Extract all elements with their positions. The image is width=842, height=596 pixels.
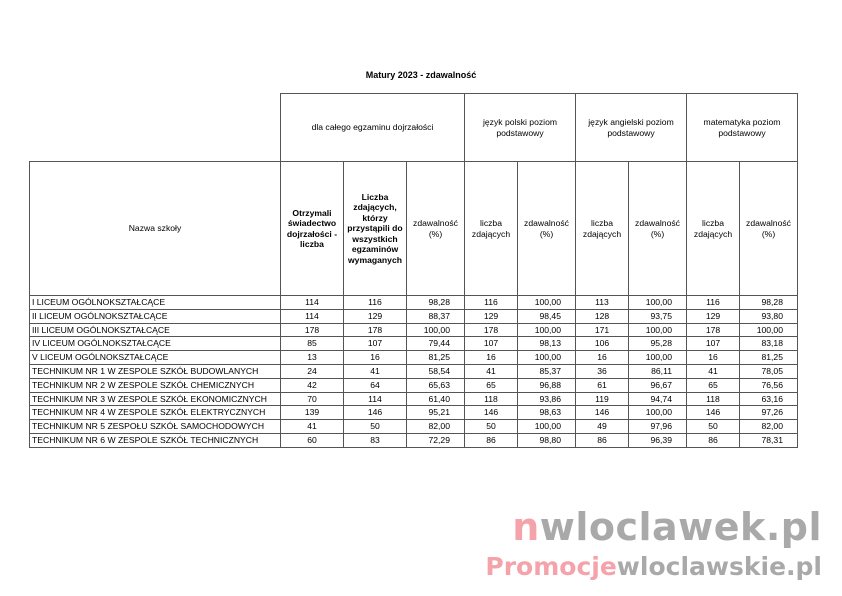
school-name-cell: II LICEUM OGÓLNOKSZTAŁCĄCE [30,309,281,323]
math-rate-cell: 76,56 [740,378,798,392]
header-passing-all: Liczba zdających, którzy przystąpili do wszystkich egzaminów wymaganych [344,162,407,296]
table-row [30,406,798,420]
math-rate-cell: 93,80 [740,309,798,323]
math-count-cell: 116 [687,296,740,310]
school-name-cell: TECHNIKUM NR 3 W ZESPOLE SZKÓŁ EKONOMICZNYCH [30,392,281,406]
total-cell: 64 [344,378,407,392]
english-count-cell: 119 [576,392,629,406]
math-rate-cell: 81,25 [740,351,798,365]
english-count-cell: 49 [576,420,629,434]
math-count-cell: 86 [687,433,740,447]
certificates-cell: 41 [281,420,344,434]
header-count-english: liczba zdających [576,162,629,296]
polish-rate-cell: 98,45 [518,309,576,323]
polish-count-cell: 86 [465,433,518,447]
polish-rate-cell: 100,00 [518,351,576,365]
english-rate-cell: 97,96 [629,420,687,434]
certificates-cell: 114 [281,296,344,310]
header-school-name: Nazwa szkoły [30,162,281,296]
english-rate-cell: 100,00 [629,296,687,310]
school-name-cell: TECHNIKUM NR 1 W ZESPOLE SZKÓŁ BUDOWLANYCH [30,364,281,378]
certificates-cell: 85 [281,337,344,351]
header-group-polish: język polski poziom podstawowy [465,94,576,162]
math-count-cell: 65 [687,378,740,392]
table-row [30,337,798,351]
certificates-cell: 178 [281,323,344,337]
header-count-math: liczba zdających [687,162,740,296]
header-pass-rate-all: zdawalność (%) [407,162,465,296]
total-cell: 114 [344,392,407,406]
pass-rate-cell: 65,63 [407,378,465,392]
table-body [30,296,798,448]
table-row [30,309,798,323]
header-blank [30,94,281,162]
certificates-cell: 13 [281,351,344,365]
school-name-cell: I LICEUM OGÓLNOKSZTAŁCĄCE [30,296,281,310]
school-name-cell: IV LICEUM OGÓLNOKSZTAŁCĄCE [30,337,281,351]
table-row [30,351,798,365]
english-count-cell: 128 [576,309,629,323]
pass-rate-cell: 88,37 [407,309,465,323]
certificates-cell: 60 [281,433,344,447]
table-row [30,323,798,337]
results-table [29,93,798,448]
total-cell: 41 [344,364,407,378]
certificates-cell: 114 [281,309,344,323]
certificates-cell: 139 [281,406,344,420]
header-certificates: Otrzymali świadectwo dojrzałości - liczba [281,162,344,296]
pass-rate-cell: 72,29 [407,433,465,447]
header-group-all: dla całego egzaminu dojrzałości [281,94,465,162]
pass-rate-cell: 100,00 [407,323,465,337]
pass-rate-cell: 95,21 [407,406,465,420]
header-rate-english: zdawalność (%) [629,162,687,296]
math-count-cell: 178 [687,323,740,337]
english-rate-cell: 95,28 [629,337,687,351]
table-row [30,420,798,434]
watermark-promocje: Promocjewloclawskie.pl [485,552,822,581]
polish-rate-cell: 96,88 [518,378,576,392]
math-count-cell: 118 [687,392,740,406]
polish-rate-cell: 100,00 [518,420,576,434]
header-rate-polish: zdawalność (%) [518,162,576,296]
school-name-cell: TECHNIKUM NR 4 W ZESPOLE SZKÓŁ ELEKTRYCZNYCH [30,406,281,420]
math-count-cell: 107 [687,337,740,351]
total-cell: 16 [344,351,407,365]
english-count-cell: 61 [576,378,629,392]
polish-count-cell: 118 [465,392,518,406]
math-rate-cell: 97,26 [740,406,798,420]
school-name-cell: V LICEUM OGÓLNOKSZTAŁCĄCE [30,351,281,365]
math-count-cell: 129 [687,309,740,323]
header-rate-math: zdawalność (%) [740,162,798,296]
pass-rate-cell: 61,40 [407,392,465,406]
english-count-cell: 106 [576,337,629,351]
school-name-cell: TECHNIKUM NR 2 W ZESPOLE SZKÓŁ CHEMICZNYCH [30,378,281,392]
page-title: Matury 2023 - zdawalność [365,70,477,80]
total-cell: 129 [344,309,407,323]
header-group-math: matematyka poziom podstawowy [687,94,798,162]
math-rate-cell: 83,18 [740,337,798,351]
pass-rate-cell: 58,54 [407,364,465,378]
table-row [30,433,798,447]
english-count-cell: 16 [576,351,629,365]
table-row [30,378,798,392]
certificates-cell: 42 [281,378,344,392]
total-cell: 116 [344,296,407,310]
english-rate-cell: 100,00 [629,323,687,337]
english-rate-cell: 100,00 [629,406,687,420]
table-row [30,296,798,310]
english-count-cell: 113 [576,296,629,310]
polish-count-cell: 16 [465,351,518,365]
school-name-cell: III LICEUM OGÓLNOKSZTAŁCĄCE [30,323,281,337]
math-count-cell: 41 [687,364,740,378]
school-name-cell: TECHNIKUM NR 6 W ZESPOLE SZKÓŁ TECHNICZNYCH [30,433,281,447]
pass-rate-cell: 79,44 [407,337,465,351]
polish-rate-cell: 93,86 [518,392,576,406]
math-rate-cell: 98,28 [740,296,798,310]
total-cell: 107 [344,337,407,351]
polish-count-cell: 146 [465,406,518,420]
english-rate-cell: 86,11 [629,364,687,378]
pass-rate-cell: 98,28 [407,296,465,310]
math-count-cell: 16 [687,351,740,365]
header-group-english: język angielski poziom podstawowy [576,94,687,162]
watermark-nwloclawek: nwloclawek.pl [512,505,822,549]
school-name-cell: TECHNIKUM NR 5 ZESPOŁU SZKÓŁ SAMOCHODOWYCH [30,420,281,434]
english-rate-cell: 96,67 [629,378,687,392]
header-count-polish: liczba zdających [465,162,518,296]
certificates-cell: 24 [281,364,344,378]
math-count-cell: 146 [687,406,740,420]
table-row [30,364,798,378]
polish-rate-cell: 100,00 [518,323,576,337]
polish-count-cell: 41 [465,364,518,378]
certificates-cell: 70 [281,392,344,406]
math-rate-cell: 82,00 [740,420,798,434]
polish-count-cell: 129 [465,309,518,323]
english-rate-cell: 100,00 [629,351,687,365]
polish-count-cell: 178 [465,323,518,337]
pass-rate-cell: 82,00 [407,420,465,434]
math-rate-cell: 63,16 [740,392,798,406]
polish-rate-cell: 98,63 [518,406,576,420]
english-count-cell: 171 [576,323,629,337]
polish-rate-cell: 85,37 [518,364,576,378]
english-count-cell: 36 [576,364,629,378]
polish-rate-cell: 100,00 [518,296,576,310]
polish-count-cell: 50 [465,420,518,434]
math-count-cell: 50 [687,420,740,434]
math-rate-cell: 100,00 [740,323,798,337]
english-count-cell: 86 [576,433,629,447]
total-cell: 83 [344,433,407,447]
total-cell: 146 [344,406,407,420]
english-rate-cell: 96,39 [629,433,687,447]
english-rate-cell: 93,75 [629,309,687,323]
math-rate-cell: 78,31 [740,433,798,447]
polish-count-cell: 65 [465,378,518,392]
english-count-cell: 146 [576,406,629,420]
total-cell: 50 [344,420,407,434]
pass-rate-cell: 81,25 [407,351,465,365]
polish-count-cell: 116 [465,296,518,310]
polish-count-cell: 107 [465,337,518,351]
polish-rate-cell: 98,13 [518,337,576,351]
math-rate-cell: 78,05 [740,364,798,378]
polish-rate-cell: 98,80 [518,433,576,447]
table-row [30,392,798,406]
total-cell: 178 [344,323,407,337]
english-rate-cell: 94,74 [629,392,687,406]
